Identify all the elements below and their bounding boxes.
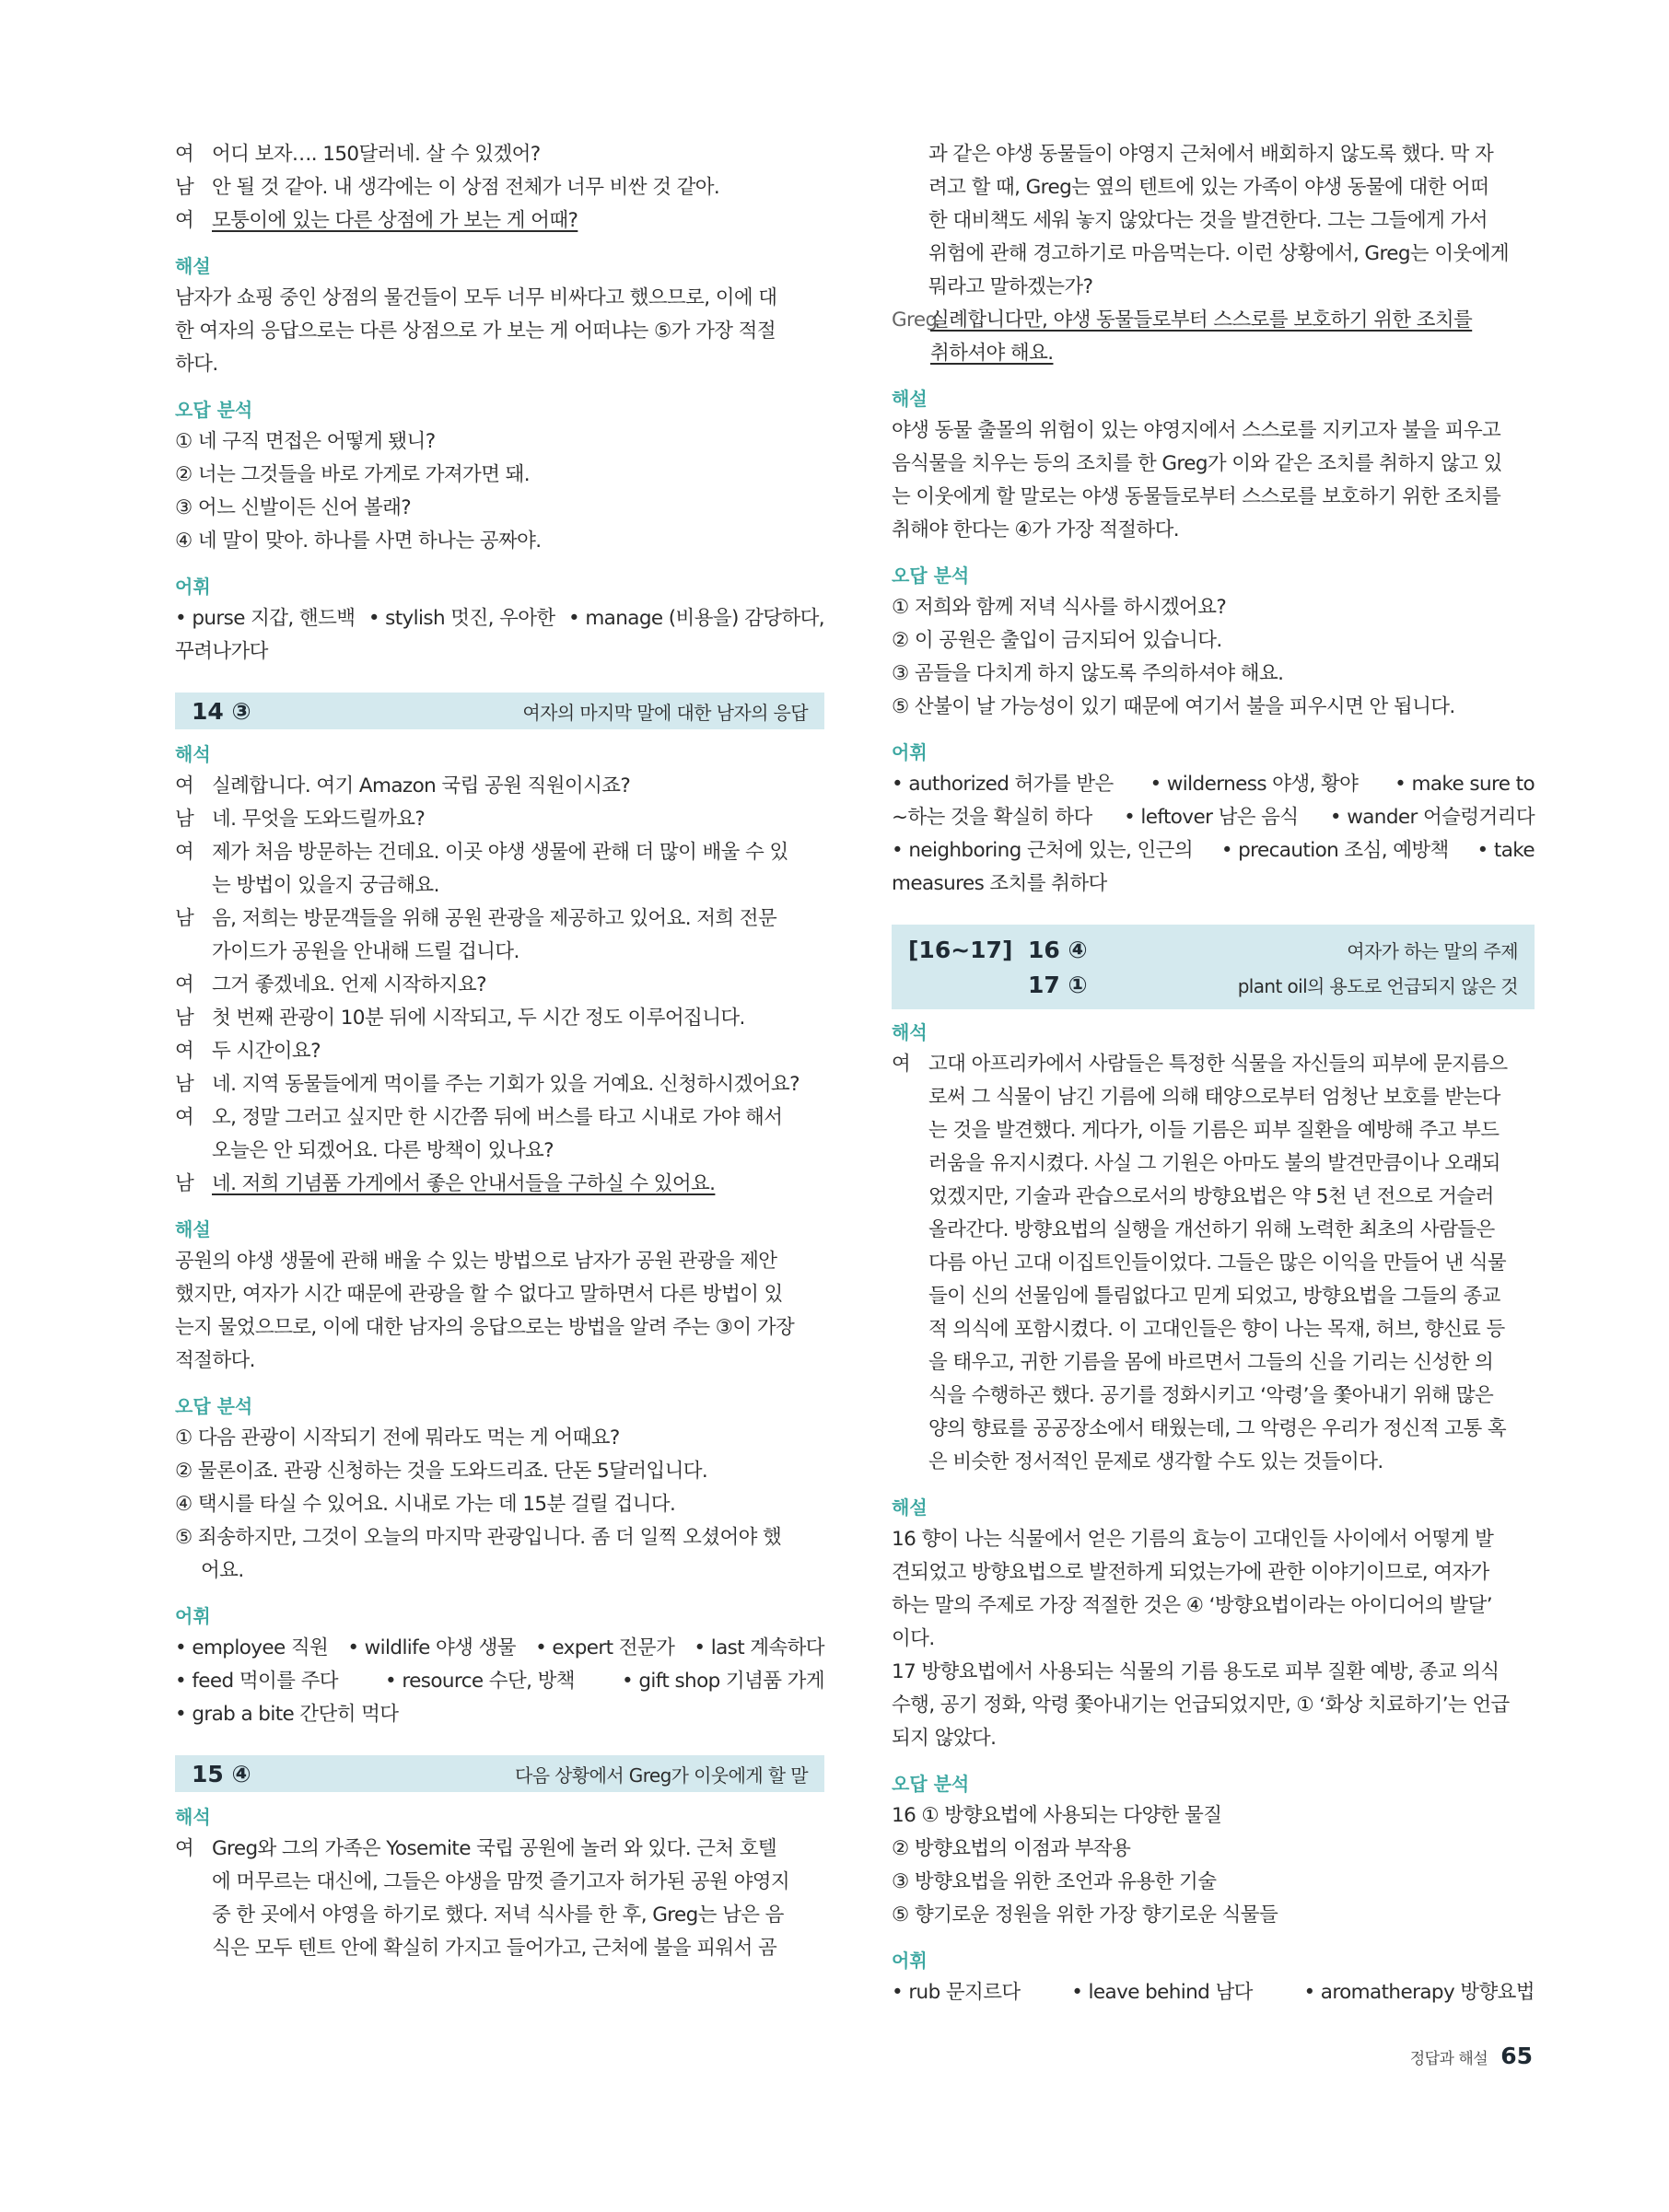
wrong-option: ⑤ 향기로운 정원을 위한 가장 향기로운 식물들 [892, 1903, 1278, 1927]
question-topic: plant oil의 용도로 언급되지 않은 것 [1237, 974, 1518, 997]
passage-line: 적 의식에 포함시켰다. 이 고대인들은 향이 나는 목재, 허브, 향신료 등 [928, 1318, 1505, 1341]
passage-line: 로써 그 식물이 남긴 기름에 의해 태양으로부터 엄청난 보호를 받는다 [928, 1086, 1500, 1109]
vocab-item: ~하는 것을 확실히 하다 [892, 806, 1092, 829]
vocab-item: • gift shop 기념품 가게 [622, 1670, 824, 1693]
speaker: 여 [175, 774, 194, 797]
passage-line: 다름 아닌 고대 이집트인들이었다. 그들은 많은 이익을 만들어 낸 식물 [928, 1252, 1507, 1275]
vocab-item: • last 계속하다 [694, 1636, 824, 1659]
band-row-16 [908, 932, 1518, 967]
dialog-text: 첫 번째 관광이 10분 뒤에 시작되고, 두 시간 정도 이루어집니다. [212, 1007, 745, 1030]
passage-line: 러움을 유지시켰다. 사실 그 기원은 아마도 불의 발견만큼이나 오래되 [928, 1152, 1500, 1175]
wrong-option-cont: 어요. [201, 1559, 244, 1582]
passage-line: 었겠지만, 기술과 관습으로서의 방향요법은 약 5천 년 전으로 거슬러 [928, 1185, 1494, 1208]
dialog-text: 가이드가 공원을 안내해 드릴 겁니다. [212, 940, 519, 963]
question-number: 15 ④ [192, 1760, 251, 1787]
text-line: 남자가 쇼핑 중인 상점의 물건들이 모두 너무 비싸다고 했으므로, 이에 대 [175, 286, 777, 309]
passage-line: 려고 할 때, Greg는 옆의 텐트에 있는 가족이 야생 동물에 대한 어떠 [928, 176, 1489, 199]
section-heading-wrong: 오답 분석 [175, 1395, 253, 1417]
section-heading-explain: 해설 [175, 255, 211, 277]
answer-underlined: 모퉁이에 있는 다른 상점에 가 보는 게 어때? [212, 209, 578, 232]
band-row-17 [908, 967, 1518, 1002]
vocab-item: • feed 먹이를 주다 [175, 1670, 338, 1693]
speaker: 여 [175, 209, 194, 232]
vocab-item: • leave behind 남다 [1071, 1981, 1253, 2004]
question-band-16-17 [892, 925, 1535, 1009]
speaker: 남 [175, 1007, 194, 1030]
section-heading-wrong: 오답 분석 [892, 565, 970, 587]
text-line: 는 이웃에게 할 말로는 야생 동물들로부터 스스로를 보호하기 위한 조치를 [892, 485, 1501, 508]
vocab-row: measures 조치를 취하다 [892, 872, 1107, 895]
text-line: 적절하다. [175, 1349, 255, 1372]
dialog-line [175, 770, 824, 803]
vocab-item: • neighboring 근처에 있는, 인근의 [892, 839, 1193, 862]
text-line: 하는 말의 주제로 가장 적절한 것은 ④ ‘방향요법이라는 아이디어의 발달’ [892, 1594, 1492, 1617]
section-heading-vocab: 어휘 [892, 1950, 928, 1972]
passage-line: 올라간다. 방향요법의 실행을 개선하기 위해 노력한 최초의 사람들은 [928, 1218, 1495, 1241]
section-heading-wrong: 오답 분석 [175, 399, 253, 421]
speaker: 여 [175, 1040, 194, 1063]
speaker: 남 [175, 907, 194, 930]
wrong-option: ② 방향요법의 이점과 부작용 [892, 1837, 1131, 1860]
footer-label: 정답과 해설 [1409, 2050, 1488, 2068]
speaker: 여 [175, 973, 194, 996]
passage-text: 고대 아프리카에서 사람들은 특정한 식물을 자신들의 피부에 문지름으 [928, 1053, 1508, 1076]
vocab-row: • grab a bite 간단히 먹다 [175, 1703, 399, 1726]
speaker [175, 936, 212, 969]
dialog-line [175, 1101, 824, 1135]
vocab-row [175, 602, 824, 635]
vocab-item: • stylish 멋진, 우아한 [368, 607, 555, 630]
dialog-text: 그거 좋겠네요. 언제 시작하지요? [212, 973, 486, 996]
passage-line: 식을 수행하곤 했다. 공기를 정화시키고 ‘악령’을 쫓아내기 위해 많은 [928, 1384, 1494, 1407]
wrong-option: ② 너는 그것들을 바로 가게로 가져가면 돼. [175, 463, 531, 486]
vocab-item: • employee 직원 [175, 1636, 329, 1659]
passage-line: 에 머무르는 대신에, 그들은 야생을 맘껏 즐기고자 허가된 공원 야영지 [212, 1870, 790, 1893]
section-heading-vocab: 어휘 [892, 741, 928, 763]
text-line: 이다. [892, 1627, 935, 1650]
passage-line: 을 태우고, 귀한 기름을 몸에 바르면서 그들의 신을 기리는 신성한 의 [928, 1351, 1494, 1374]
section-heading-vocab: 어휘 [175, 576, 211, 598]
question-topic: 여자가 하는 말의 주제 [1347, 939, 1518, 962]
dialog-line [175, 836, 824, 869]
speaker: 여 [175, 841, 194, 864]
dialog-text: 오늘은 안 되겠어요. 다른 방책이 있나요? [212, 1139, 554, 1162]
vocab-item: • aromatherapy 방향요법 [1303, 1981, 1535, 2004]
text-line: 공원의 야생 생물에 관해 배울 수 있는 방법으로 남자가 공원 관광을 제안 [175, 1250, 777, 1273]
dialog-text: 네. 무엇을 도와드릴까요? [212, 808, 426, 831]
vocab-item: • take [1476, 839, 1535, 862]
vocab-row [892, 834, 1535, 867]
text-line: 수행, 공기 정화, 악령 쫓아내기는 언급되었지만, ① ‘화상 치료하기’는 언급 [892, 1694, 1510, 1717]
wrong-option: ⑤ 산불이 날 가능성이 있기 때문에 여기서 불을 피우시면 안 됩니다. [892, 695, 1455, 718]
text-line: 17 방향요법에서 사용되는 식물의 기름 용도로 피부 질환 예방, 종교 의식 [892, 1660, 1500, 1683]
wrong-option: ④ 택시를 타실 수 있어요. 시내로 가는 데 15분 걸릴 겁니다. [175, 1493, 676, 1516]
text-line: 견되었고 방향요법으로 발전하게 되었는가에 관한 이야기이므로, 여자가 [892, 1561, 1489, 1584]
speaker: Greg [892, 309, 938, 332]
dialog-line [175, 1135, 824, 1168]
vocab-row [892, 801, 1535, 834]
speaker: 여 [175, 1106, 194, 1129]
dialog-line [175, 869, 824, 902]
passage-text: Greg와 그의 가족은 Yosemite 국립 공원에 놀러 와 있다. 근처 호텔 [212, 1837, 777, 1860]
wrong-option: ③ 어느 신발이든 신어 볼래? [175, 496, 412, 519]
passage-line: 뭐라고 말하겠는가? [928, 275, 1093, 298]
dialog-line [175, 969, 824, 1002]
vocab-item: • make sure to [1395, 773, 1535, 796]
vocab-row [892, 1976, 1535, 2009]
section-heading-explain: 해설 [892, 1496, 928, 1519]
wrong-option: ② 물론이죠. 관광 신청하는 것을 도와드리죠. 단돈 5달러입니다. [175, 1460, 708, 1483]
dialog-line [175, 1002, 824, 1035]
question-band-14 [175, 693, 824, 729]
passage-line: 중 한 곳에서 야영을 하기로 했다. 저녁 식사를 한 후, Greg는 남은 음 [212, 1903, 784, 1927]
dialog-line [175, 138, 824, 171]
dialog-text: 두 시간이요? [212, 1040, 321, 1063]
page-footer [1410, 2043, 1533, 2069]
dialog-line [175, 1035, 824, 1068]
question-number: 16 ④ [1028, 936, 1088, 963]
passage-line: 한 대비책도 세워 놓지 않았다는 것을 발견한다. 그는 그들에게 가서 [928, 209, 1488, 232]
dialog-line [175, 803, 824, 836]
passage-line: 식은 모두 텐트 안에 확실히 가지고 들어가고, 근처에 불을 피워서 곰 [212, 1937, 777, 1960]
answer-underlined: 취하셔야 해요. [930, 342, 1054, 365]
speaker [175, 869, 212, 902]
question-number: 14 ③ [192, 697, 251, 725]
question-band-15 [175, 1755, 824, 1792]
dialog-text: 음, 저희는 방문객들을 위해 공원 관광을 제공하고 있어요. 저희 전문 [212, 907, 777, 930]
wrong-option: ⑤ 죄송하지만, 그것이 오늘의 마지막 관광입니다. 좀 더 일찍 오셨어야 했 [175, 1526, 782, 1549]
dialog-line [175, 1068, 824, 1101]
section-heading-explain: 해설 [175, 1218, 211, 1240]
wrong-option: ① 저희와 함께 저녁 식사를 하시겠어요? [892, 596, 1227, 619]
dialog-text: 는 방법이 있을지 궁금해요. [212, 874, 439, 897]
text-line: 한 여자의 응답으로는 다른 상점으로 가 보는 게 어떠냐는 ⑤가 가장 적절 [175, 320, 776, 343]
vocab-item: • manage (비용을) 감당하다, [568, 607, 824, 630]
question-topic: 다음 상황에서 Greg가 이웃에게 할 말 [514, 1764, 808, 1787]
wrong-option: ① 다음 관광이 시작되기 전에 뭐라도 먹는 게 어때요? [175, 1426, 620, 1449]
left-column [175, 138, 824, 1965]
dialog-text: 오, 정말 그러고 싶지만 한 시간쯤 뒤에 버스를 타고 시내로 가야 해서 [212, 1106, 783, 1129]
text-line: 되지 않았다. [892, 1727, 997, 1750]
question-range: [16~17] [908, 936, 1013, 963]
question-topic: 여자의 마지막 말에 대한 남자의 응답 [522, 701, 808, 724]
question-number: 17 ① [1028, 971, 1088, 998]
section-heading-wrong: 오답 분석 [892, 1773, 970, 1795]
section-heading-vocab: 어휘 [175, 1605, 211, 1627]
dialog-line [175, 1168, 824, 1201]
passage-line: 위험에 관해 경고하기로 마음먹는다. 이런 상황에서, Greg는 이웃에게 [928, 242, 1510, 265]
wrong-option: ④ 네 말이 맞아. 하나를 사면 하나는 공짜야. [175, 530, 542, 553]
vocab-item: • wilderness 야생, 황야 [1150, 773, 1359, 796]
wrong-option: ① 네 구직 면접은 어떻게 됐니? [175, 430, 436, 453]
vocab-row [892, 768, 1535, 801]
vocab-row [175, 1632, 824, 1665]
vocab-item: • authorized 허가를 받은 [892, 773, 1114, 796]
speaker: 남 [175, 176, 194, 199]
passage-line: 는 것을 발견했다. 게다가, 이들 기름은 피부 질환을 예방해 주고 부드 [928, 1119, 1500, 1142]
dialog-line [175, 936, 824, 969]
vocab-row: 꾸려나가다 [175, 640, 268, 663]
answer-underlined: 네. 저희 기념품 가게에서 좋은 안내서들을 구하실 수 있어요. [212, 1172, 716, 1195]
wrong-option: ③ 방향요법을 위한 조언과 유용한 기술 [892, 1870, 1217, 1893]
speaker: 남 [175, 808, 194, 831]
dialog-line [175, 204, 824, 238]
vocab-item: • leftover 남은 음식 [1124, 806, 1299, 829]
dialog-text: 실례합니다. 여기 Amazon 국립 공원 직원이시죠? [212, 774, 631, 797]
vocab-item: • precaution 조심, 예방책 [1220, 839, 1449, 862]
text-line: 16 향이 나는 식물에서 얻은 기름의 효능이 고대인들 사이에서 어떻게 발 [892, 1528, 1494, 1551]
page-number: 65 [1500, 2043, 1533, 2069]
passage-line: 들이 신의 선물임에 틀림없다고 믿게 되었고, 방향요법을 그들의 종교 [928, 1285, 1500, 1308]
vocab-row [175, 1665, 824, 1698]
passage-line: 은 비슷한 정서적인 문제로 생각할 수도 있는 것들이다. [928, 1450, 1383, 1473]
wrong-option: 16 ① 방향요법에 사용되는 다양한 물질 [892, 1804, 1222, 1827]
dialog-line [175, 902, 824, 936]
speaker: 남 [175, 1172, 194, 1195]
passage-line: 양의 향료를 공공장소에서 태웠는데, 그 악령은 우리가 정신적 고통 혹 [928, 1417, 1507, 1440]
vocab-item: • wildlife 야생 생물 [347, 1636, 516, 1659]
passage-line [175, 1833, 824, 1866]
text-line: 는지 물었으므로, 이에 대한 남자의 응답으로는 방법을 알려 주는 ③이 가장 [175, 1316, 795, 1339]
vocab-item: • resource 수단, 방책 [385, 1670, 575, 1693]
speaker [175, 1135, 212, 1168]
vocab-item: • rub 문지르다 [892, 1981, 1021, 2004]
dialog-line [175, 171, 824, 204]
speaker: 여 [175, 1837, 194, 1860]
vocab-item: • wander 어슬렁거리다 [1329, 806, 1535, 829]
section-heading-trans: 해석 [892, 1021, 928, 1043]
vocab-item: • expert 전문가 [535, 1636, 675, 1659]
dialog-text: 안 될 것 같아. 내 생각에는 이 상점 전체가 너무 비싼 것 같아. [212, 176, 720, 199]
wrong-option: ② 이 공원은 출입이 금지되어 있습니다. [892, 629, 1222, 652]
right-column [892, 138, 1535, 2009]
section-heading-explain: 해설 [892, 388, 928, 410]
dialog-text: 제가 처음 방문하는 건데요. 이곳 야생 생물에 관해 더 많이 배울 수 있 [212, 841, 788, 864]
text-line: 야생 동물 출몰의 위험이 있는 야영지에서 스스로를 지키고자 불을 피우고 [892, 419, 1501, 442]
text-line: 했지만, 여자가 시간 때문에 관광을 할 수 없다고 말하면서 다른 방법이 있 [175, 1283, 783, 1306]
passage-line [892, 1048, 1535, 1081]
speaker: 남 [175, 1073, 194, 1096]
section-heading-trans: 해석 [175, 743, 211, 765]
dialog-text: 네. 지역 동물들에게 먹이를 주는 기회가 있을 거예요. 신청하시겠어요? [212, 1073, 799, 1096]
text-line: 하다. [175, 353, 218, 376]
section-heading-trans: 해석 [175, 1806, 211, 1828]
answer-underlined: 실례합니다만, 야생 동물들로부터 스스로를 보호하기 위한 조치를 [930, 309, 1473, 332]
speaker: 여 [892, 1053, 911, 1076]
speaker: 여 [175, 143, 194, 166]
text-line: 음식물을 치우는 등의 조치를 한 Greg가 이와 같은 조치를 취하지 않고 있 [892, 452, 1502, 475]
vocab-item: • purse 지갑, 핸드백 [175, 607, 356, 630]
text-line: 취해야 한다는 ④가 가장 적절하다. [892, 518, 1180, 541]
passage-line: 과 같은 야생 동물들이 야영지 근처에서 배회하지 않도록 했다. 막 자 [928, 143, 1494, 166]
wrong-option: ③ 곰들을 다치게 하지 않도록 주의하셔야 해요. [892, 662, 1284, 685]
dialog-text: 어디 보자…. 150달러네. 살 수 있겠어? [212, 143, 541, 166]
dialog-line [892, 304, 1535, 337]
dialog-line [892, 337, 1535, 370]
